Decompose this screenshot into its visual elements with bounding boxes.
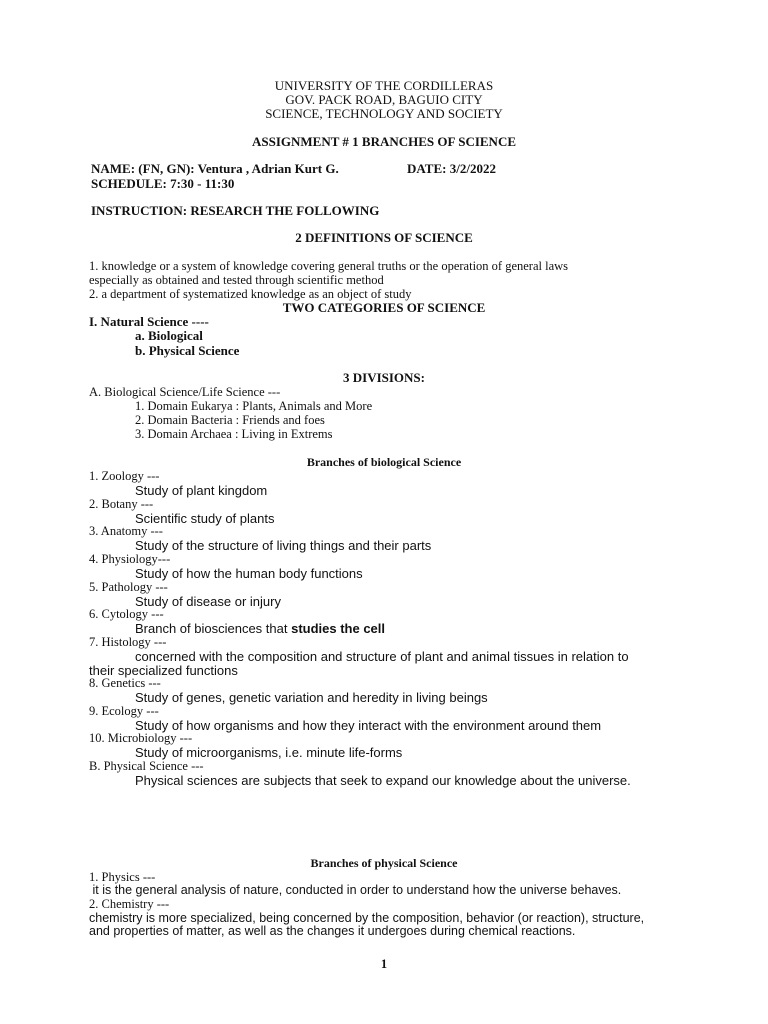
phys-branches-heading: Branches of physical Science	[310, 856, 458, 870]
ecology-title: 9. Ecology ---	[89, 704, 159, 718]
zoology-title: 1. Zoology ---	[89, 469, 160, 483]
bio-branches-heading: Branches of biological Science	[306, 455, 462, 469]
category-physical: b. Physical Science	[135, 343, 240, 358]
divisions-heading: 3 DIVISIONS:	[343, 370, 425, 385]
histology-title: 7. Histology ---	[89, 635, 167, 649]
chemistry-desc-line-1: chemistry is more specialized, being concerned by the composition, behavior (or reaction), structure,	[89, 911, 645, 925]
physical-science-title: B. Physical Science ---	[89, 759, 204, 773]
genetics-title: 8. Genetics ---	[89, 676, 161, 690]
categories-heading: TWO CATEGORIES OF SCIENCE	[282, 300, 486, 315]
physical-science-desc: Physical sciences are subjects that seek to expand our knowledge about the universe.	[135, 773, 631, 788]
schedule: SCHEDULE: 7:30 - 11:30	[91, 176, 235, 191]
physiology-title: 4. Physiology---	[89, 552, 171, 566]
definition-1-line-1: 1. knowledge or a system of knowledge covering general truths or the operation of general laws	[89, 259, 569, 273]
definition-1-line-2: especially as obtained and tested through scientific method	[89, 273, 384, 287]
anatomy-title: 3. Anatomy ---	[89, 524, 163, 538]
division-item: 3. Domain Archaea : Living in Extrems	[135, 427, 333, 441]
botany-title: 2. Botany ---	[89, 497, 154, 511]
instruction: INSTRUCTION: RESEARCH THE FOLLOWING	[91, 203, 380, 218]
assignment-date: DATE: 3/2/2022	[407, 161, 496, 176]
natural-science: I. Natural Science ----	[89, 314, 209, 329]
zoology-desc: Study of plant kingdom	[135, 483, 268, 498]
anatomy-desc: Study of the structure of living things and their parts	[135, 538, 432, 553]
category-biological: a. Biological	[135, 328, 203, 343]
botany-desc: Scientific study of plants	[135, 511, 275, 526]
cytology-desc-emphasis: studies the cell	[291, 621, 386, 636]
student-name: NAME: (FN, GN): Ventura , Adrian Kurt G.	[91, 161, 339, 176]
physics-title: 1. Physics ---	[89, 870, 156, 884]
chemistry-title: 2. Chemistry ---	[89, 897, 170, 911]
histology-desc-line-2: their specialized functions	[89, 663, 238, 678]
physiology-desc: Study of how the human body functions	[135, 566, 363, 581]
university-address: GOV. PACK ROAD, BAGUIO CITY	[285, 92, 483, 107]
microbiology-desc: Study of microorganisms, i.e. minute life-forms	[135, 745, 403, 760]
definition-2: 2. a department of systematized knowledge as an object of study	[89, 287, 412, 301]
pathology-title: 5. Pathology ---	[89, 580, 168, 594]
cytology-desc-text: Branch of biosciences that	[135, 621, 292, 636]
page-number: 1	[380, 957, 388, 971]
genetics-desc: Study of genes, genetic variation and heredity in living beings	[135, 690, 488, 705]
ecology-desc: Study of how organisms and how they interact with the environment around them	[135, 718, 602, 733]
cytology-title: 6. Cytology ---	[89, 607, 164, 621]
microbiology-title: 10. Microbiology ---	[89, 731, 193, 745]
pathology-desc: Study of disease or injury	[135, 594, 281, 609]
divisions-intro: A. Biological Science/Life Science ---	[89, 385, 281, 399]
physics-desc: it is the general analysis of nature, conducted in order to understand how the universe behaves.	[89, 883, 622, 897]
division-item: 1. Domain Eukarya : Plants, Animals and More	[135, 399, 373, 413]
chemistry-desc-line-2: and properties of matter, as well as the changes it undergoes during chemical reactions.	[89, 924, 576, 938]
assignment-title: ASSIGNMENT # 1 BRANCHES OF SCIENCE	[251, 134, 517, 149]
cytology-desc	[135, 622, 385, 635]
histology-desc-line-1: concerned with the composition and structure of plant and animal tissues in relation to	[135, 649, 629, 664]
definitions-heading: 2 DEFINITIONS OF SCIENCE	[295, 230, 473, 245]
university-name: UNIVERSITY OF THE CORDILLERAS	[274, 78, 494, 93]
course-title: SCIENCE, TECHNOLOGY AND SOCIETY	[265, 106, 503, 121]
division-item: 2. Domain Bacteria : Friends and foes	[135, 413, 325, 427]
